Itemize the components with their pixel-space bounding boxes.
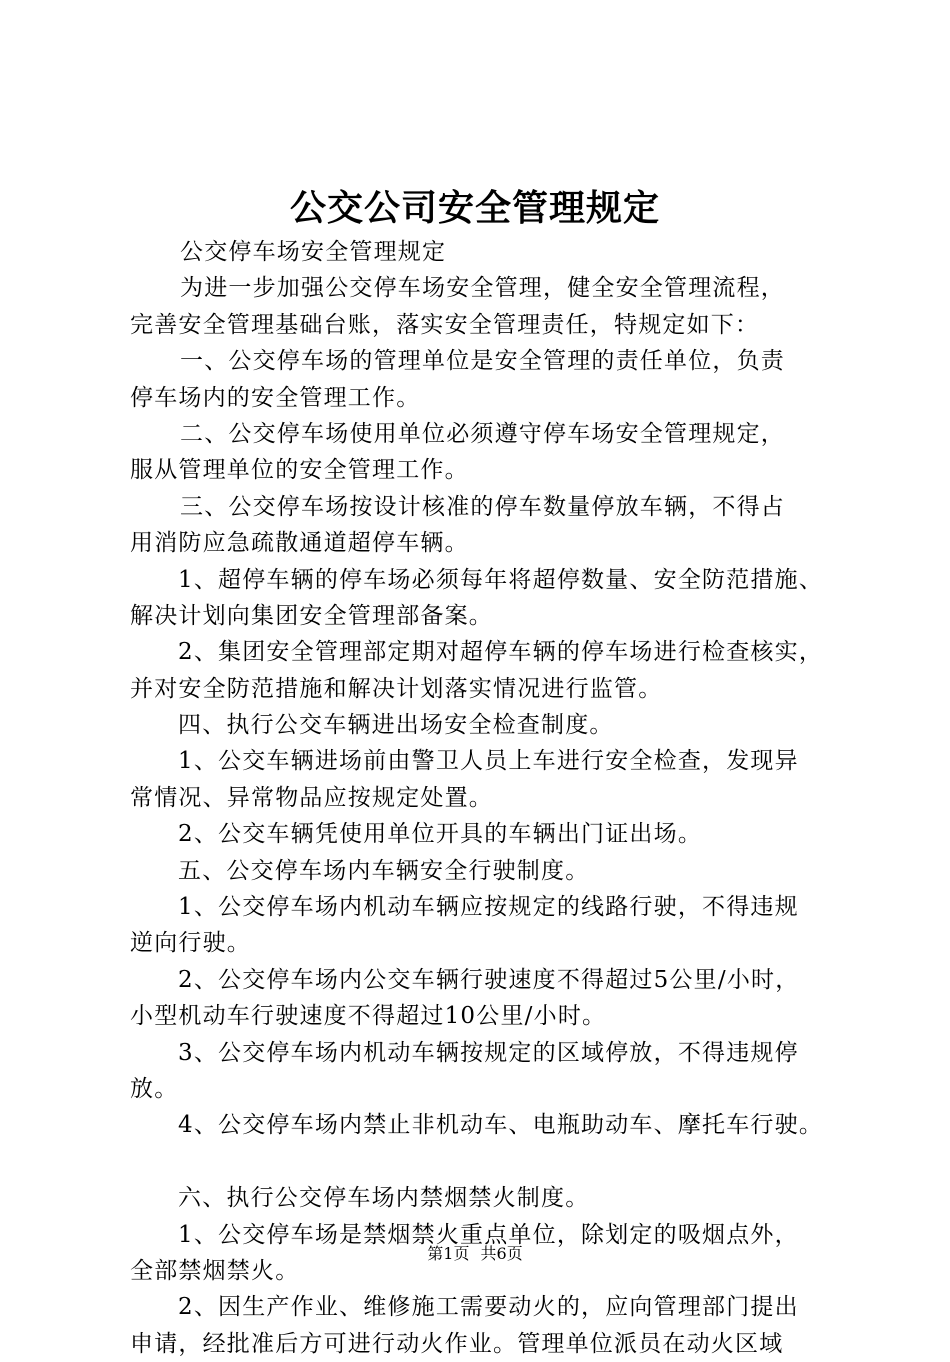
paragraph-line: 停车场内的安全管理工作。 (130, 384, 421, 411)
paragraph-line: 用消防应急疏散通道超停车辆。 (130, 530, 469, 557)
paragraph-line: 二、公交停车场使用单位必须遵守停车场安全管理规定， (180, 420, 785, 447)
paragraph-line: 申请，经批准后方可进行动火作业。管理单位派员在动火区域 (130, 1330, 784, 1357)
page-total: 共6页 (480, 1244, 523, 1263)
paragraph-line: 五、公交停车场内车辆安全行驶制度。 (178, 857, 590, 884)
paragraph-line: 1、公交车辆进场前由警卫人员上车进行安全检查，发现异 (178, 748, 799, 775)
paragraph-line: 2、公交停车场内公交车辆行驶速度不得超过5公里/小时， (178, 966, 800, 993)
paragraph-line: 1、公交停车场是禁烟禁火重点单位，除划定的吸烟点外， (178, 1221, 799, 1248)
paragraph-line: 小型机动车行驶速度不得超过10公里/小时。 (130, 1003, 607, 1030)
document-body (130, 234, 850, 1362)
paragraph-line: 解决计划向集团安全管理部备案。 (130, 602, 493, 629)
paragraph-line: 并对安全防范措施和解决计划落实情况进行监管。 (130, 675, 663, 702)
paragraph-line: 为进一步加强公交停车场安全管理，健全安全管理流程， (180, 275, 785, 302)
paragraph-line: 四、执行公交车辆进出场安全检查制度。 (178, 712, 614, 739)
document-title: 公交公司安全管理规定 (289, 187, 660, 229)
blank-line (130, 1144, 850, 1180)
paragraph-line: 1、公交停车场内机动车辆应按规定的线路行驶，不得违规 (178, 894, 799, 921)
paragraph-line: 公交停车场安全管理规定 (180, 239, 447, 265)
paragraph-line: 常情况、异常物品应按规定处置。 (130, 784, 493, 811)
page-number: 第1页 (427, 1244, 470, 1263)
paragraph-line: 放。 (130, 1075, 179, 1102)
paragraph-line: 2、因生产作业、维修施工需要动火的，应向管理部门提出 (178, 1294, 799, 1321)
paragraph-line: 一、公交停车场的管理单位是安全管理的责任单位，负责 (180, 348, 785, 375)
paragraph-line: 2、公交车辆凭使用单位开具的车辆出门证出场。 (178, 821, 703, 848)
paragraph-line: 2、集团安全管理部定期对超停车辆的停车场进行检查核实， (178, 639, 824, 666)
paragraph-line: 4、公交停车场内禁止非机动车、电瓶助动车、摩托车行驶。 (178, 1112, 824, 1139)
paragraph-line: 完善安全管理基础台账，落实安全管理责任，特规定如下： (130, 311, 760, 338)
paragraph-line: 全部禁烟禁火。 (130, 1257, 300, 1284)
paragraph-line: 服从管理单位的安全管理工作。 (130, 457, 469, 484)
paragraph-line: 三、公交停车场按设计核准的停车数量停放车辆，不得占 (180, 493, 785, 520)
paragraph-line: 逆向行驶。 (130, 930, 251, 957)
page-footer (0, 1244, 950, 1264)
paragraph-line: 六、执行公交停车场内禁烟禁火制度。 (178, 1185, 590, 1212)
paragraph-line: 1、超停车辆的停车场必须每年将超停数量、安全防范措施、 (178, 566, 824, 593)
paragraph-line: 3、公交停车场内机动车辆按规定的区域停放，不得违规停 (178, 1039, 799, 1066)
